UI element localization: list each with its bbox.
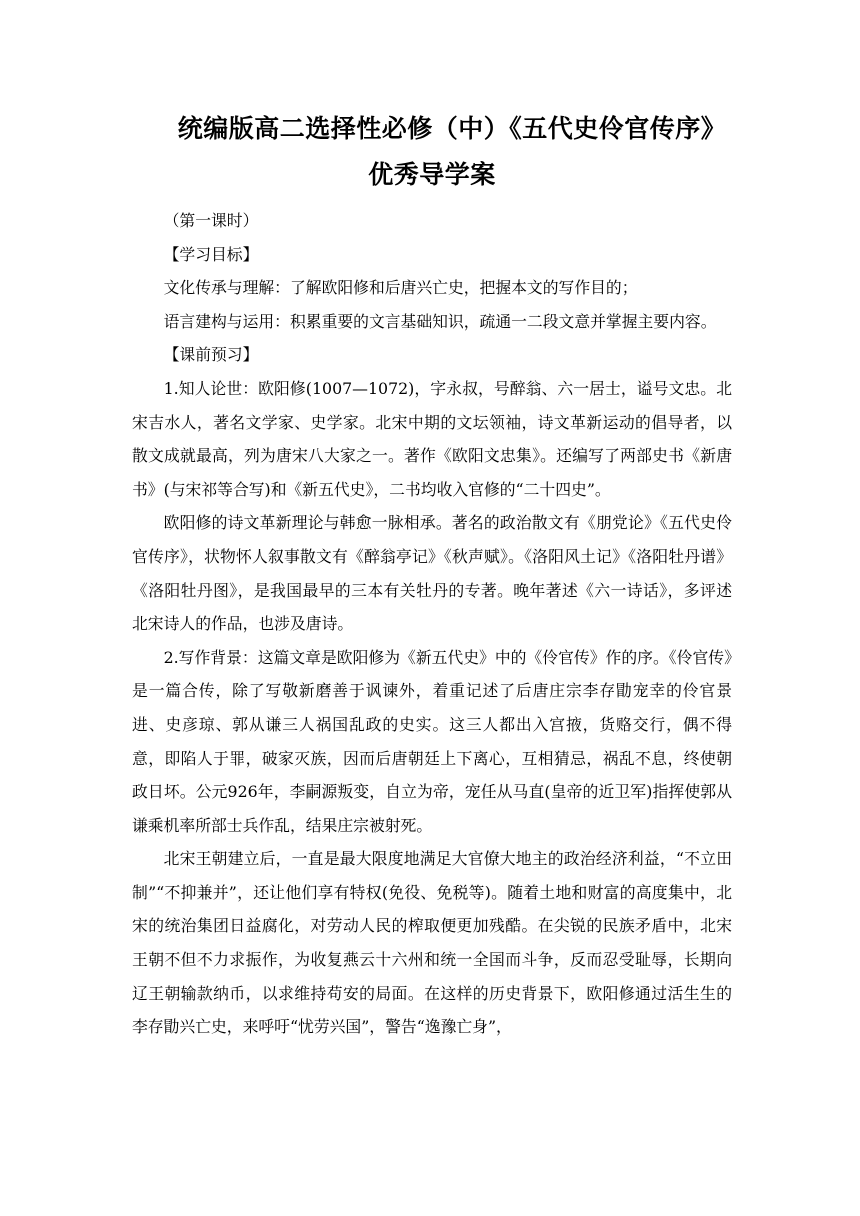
paragraph-author-intro: 1.知人论世：欧阳修(1007—1072)，字永叔，号醉翁、六一居士，谥号文忠。北宋吉水人，著名文学家、史学家。北宋中期的文坛领袖，诗文革新运动的倡导者，以散文成就最高，列为唐宋八大家之一。著作《欧阳文忠集》。还编写了两部史书《新唐书》(与宋祁等合写)和《新五代史》，二书均收入官修的“二十四史”。 [132,378,732,499]
objective-2: 语言建构与运用：积累重要的文言基础知识，疏通一二段文意并掌握主要内容。 [163,311,717,331]
objectives-heading: 【学习目标】 [163,244,259,264]
preview-heading: 【课前预习】 [163,345,259,365]
objective-1: 文化传承与理解：了解欧阳修和后唐兴亡史，把握本文的写作目的； [163,278,638,298]
document-title-line1: 统编版高二选择性必修（中）《五代史伶官传序》 [177,114,727,143]
document-title-line2: 优秀导学案 [368,160,496,189]
lesson-label: （第一课时） [163,211,259,230]
paragraph-background: 2.写作背景：这篇文章是欧阳修为《新五代史》中的《伶官传》作的序。《伶官传》是一篇合传，除了写敬新磨善于讽谏外，着重记述了后唐庄宗李存勖宠幸的伶官景进、史彦琼、郭从谦三人祸国乱政的史实。这三人都出入宫掖，货赂交行，偶不得意，即陷人于罪，破家灭族，因而后唐朝廷上下离心，互相猜忌，祸乱不息，终使朝政日坏。公元926年，李嗣源叛变，自立为帝，宠任从马直(皇帝的近卫军)指挥使郭从谦乘机率所部士兵作乱，结果庄宗被射死。 [132,647,732,835]
paragraph-song-history: 北宋王朝建立后，一直是最大限度地满足大官僚大地主的政治经济利益，“不立田制”“不抑兼并”，还让他们享有特权(免役、免税等)。随着土地和财富的高度集中，北宋的统治集团日益腐化，对劳动人民的榨取便更加残酷。在尖锐的民族矛盾中，北宋王朝不但不力求振作，为收复燕云十六州和统一全国而斗争，反而忍受耻辱，长期向辽王朝输款纳币，以求维持苟安的局面。在这样的历史背景下，欧阳修通过活生生的李存勖兴亡史，来呼吁“忧劳兴国”，警告“逸豫亡身”， [132,849,732,1037]
paragraph-author-works: 欧阳修的诗文革新理论与韩愈一脉相承。著名的政治散文有《朋党论》《五代史伶官传序》，状物怀人叙事散文有《醉翁亭记》《秋声赋》。《洛阳风土记》《洛阳牡丹谱》《洛阳牡丹图》，是我国最早的三本有关牡丹的专著。晚年著述《六一诗话》，多评述北宋诗人的作品，也涉及唐诗。 [132,513,732,634]
